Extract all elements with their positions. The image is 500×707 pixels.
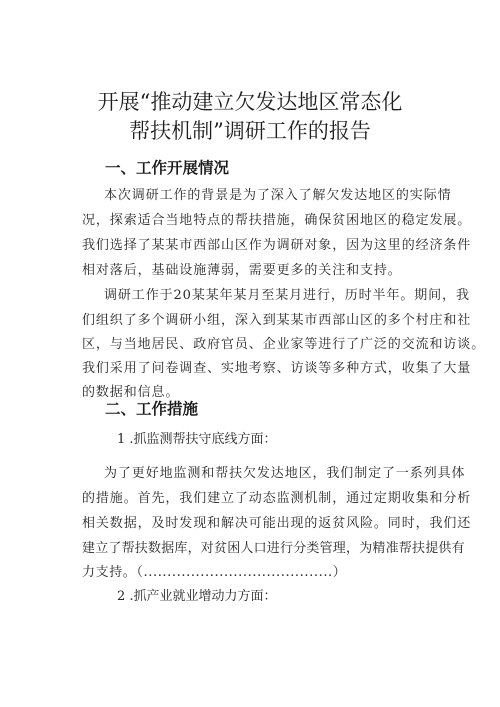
paragraph-line: 们组织了多个调研小组，深入到某某市西部山区的多个村庄和社	[82, 313, 472, 328]
paragraph-line: 建立了帮扶数据库，对贫困人口进行分类管理，为精准帮扶提供有	[82, 541, 465, 556]
paragraph-line: 的数据和信息。	[82, 385, 180, 400]
paragraph-line: 力支持。（........................................）	[82, 565, 347, 580]
paragraph-line: 为了更好地监测和帮扶欠发达地区，我们制定了一系列具体	[104, 466, 466, 481]
paragraph-line: 区，与当地居民、政府官员、企业家等进行了广泛的交流和访谈。	[82, 337, 486, 352]
subsection-heading-industry-employment: 2 .抓产业就业增动力方面：	[117, 589, 277, 604]
paragraph-line: 本次调研工作的背景是为了深入了解欠发达地区的实际情	[104, 188, 452, 203]
paragraph-line: 相关数据，及时发现和解决可能出现的返贫风险。同时，我们还	[82, 516, 472, 531]
paragraph-line: 调研工作于20某某年某月至某月进行，历时半年。期间，我	[104, 288, 470, 303]
section-heading-work-measures: 二、工作措施	[105, 400, 199, 418]
paragraph-line: 的措施。首先，我们建立了动态监测机制，通过定期收集和分析	[82, 491, 472, 506]
section-heading-work-status: 一、工作开展情况	[105, 159, 230, 177]
document-title-line-2: 帮扶机制”调研工作的报告	[129, 119, 371, 143]
paragraph-line: 我们采用了问卷调查、实地考察、访谈等多种方式，收集了大量	[82, 361, 472, 376]
document-title-line-1: 开展“推动建立欠发达地区常态化	[97, 90, 403, 114]
paragraph-line: 况，探索适合当地特点的帮扶措施，确保贫困地区的稳定发展。	[82, 213, 472, 228]
subsection-heading-monitoring: 1 .抓监测帮扶守底线方面：	[117, 432, 277, 447]
paragraph-line: 相对落后，基础设施薄弱，需要更多的关注和支持。	[82, 263, 402, 278]
paragraph-line: 我们选择了某某市西部山区作为调研对象，因为这里的经济条件	[82, 238, 472, 253]
